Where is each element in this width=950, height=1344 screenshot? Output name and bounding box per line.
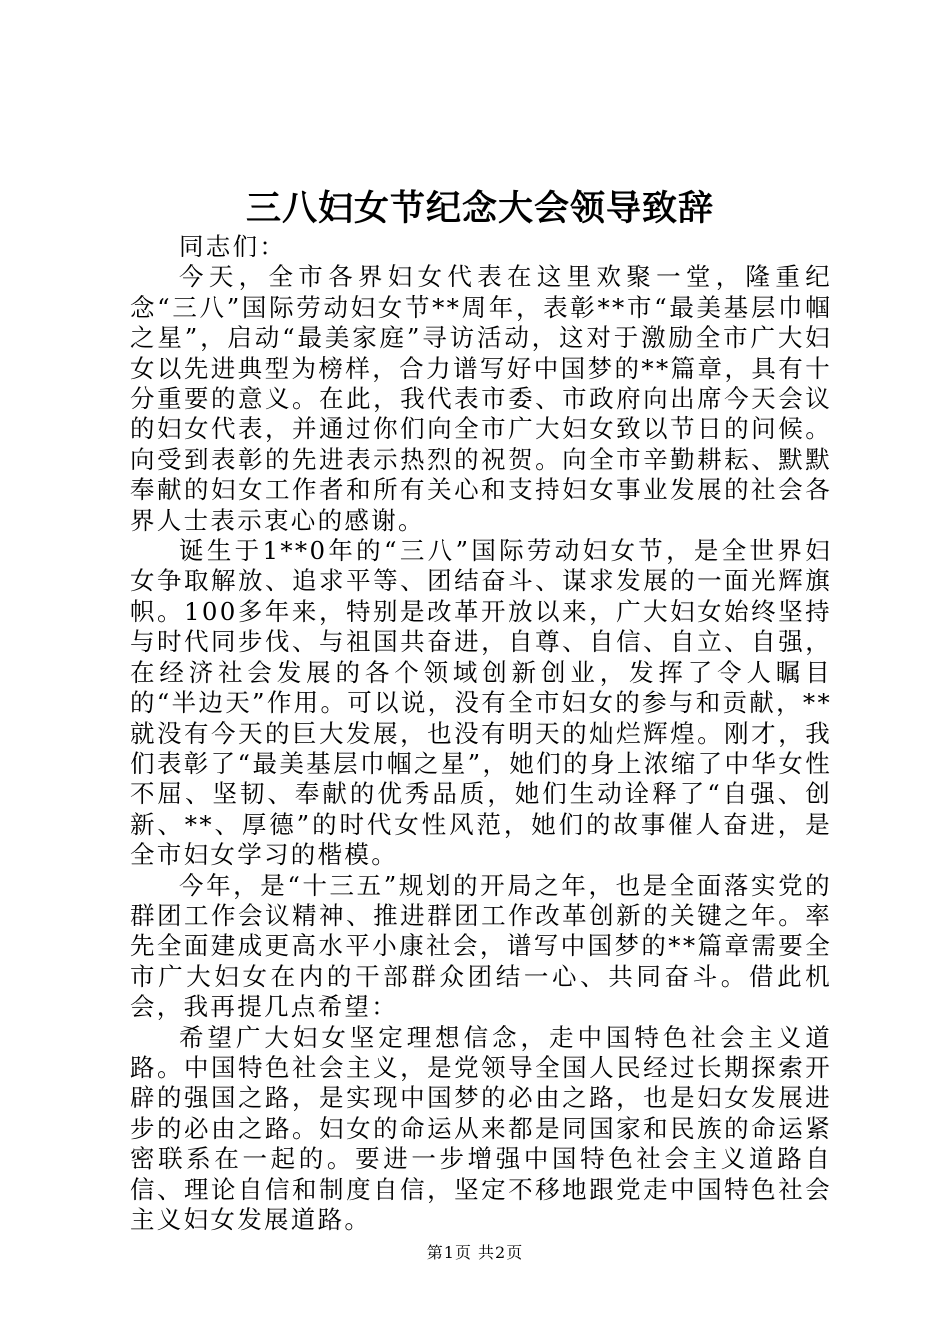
paragraph-2: 诞生于1**0年的“三八”国际劳动妇女节，是全世界妇女争取解放、追求平等、团结奋斗、谋求发展的一面光辉旗帜。100多年来，特别是改革开放以来，广大妇女始终坚持与时代同步伐、与祖国共奋进，自尊、自信、自立、自强，在经济社会发展的各个领域创新创业，发挥了令人瞩目的“半边天”作用。可以说，没有全市妇女的参与和贡献，**就没有今天的巨大发展，也没有明天的灿烂辉煌。刚才，我们表彰了“最美基层巾帼之星”，她们的身上浓缩了中华女性不屈、坚韧、奉献的优秀品质，她们生动诠释了“自强、创新、**、厚德”的时代女性风范，她们的故事催人奋进，是全市妇女学习的楷模。 [130, 536, 832, 870]
document-body [130, 232, 832, 1235]
paragraph-3: 今年，是“十三五”规划的开局之年，也是全面落实党的群团工作会议精神、推进群团工作改革创新的关键之年。率先全面建成更高水平小康社会，谱写中国梦的**篇章需要全市广大妇女在内的干部群众团结一心、共同奋斗。借此机会，我再提几点希望： [130, 870, 832, 1022]
paragraph-1: 今天，全市各界妇女代表在这里欢聚一堂，隆重纪念“三八”国际劳动妇女节**周年，表彰**市“最美基层巾帼之星”，启动“最美家庭”寻访活动，这对于激励全市广大妇女以先进典型为榜样，合力谱写好中国梦的**篇章，具有十分重要的意义。在此，我代表市委、市政府向出席今天会议的妇女代表，并通过你们向全市广大妇女致以节日的问候。向受到表彰的先进表示热烈的祝贺。向全市辛勤耕耘、默默奉献的妇女工作者和所有关心和支持妇女事业发展的社会各界人士表示衷心的感谢。 [130, 262, 832, 535]
salutation: 同志们： [179, 232, 287, 261]
document-title: 三八妇女节纪念大会领导致辞 [245, 188, 714, 229]
page-footer: 第1页 共2页 [426, 1243, 524, 1262]
paragraph-4: 希望广大妇女坚定理想信念，走中国特色社会主义道路。中国特色社会主义，是党领导全国人民经过长期探索开辟的强国之路，是实现中国梦的必由之路，也是妇女发展进步的必由之路。妇女的命运从来都是同国家和民族的命运紧密联系在一起的。要进一步增强中国特色社会主义道路自信、理论自信和制度自信，坚定不移地跟党走中国特色社会主义妇女发展道路。 [130, 1022, 832, 1234]
